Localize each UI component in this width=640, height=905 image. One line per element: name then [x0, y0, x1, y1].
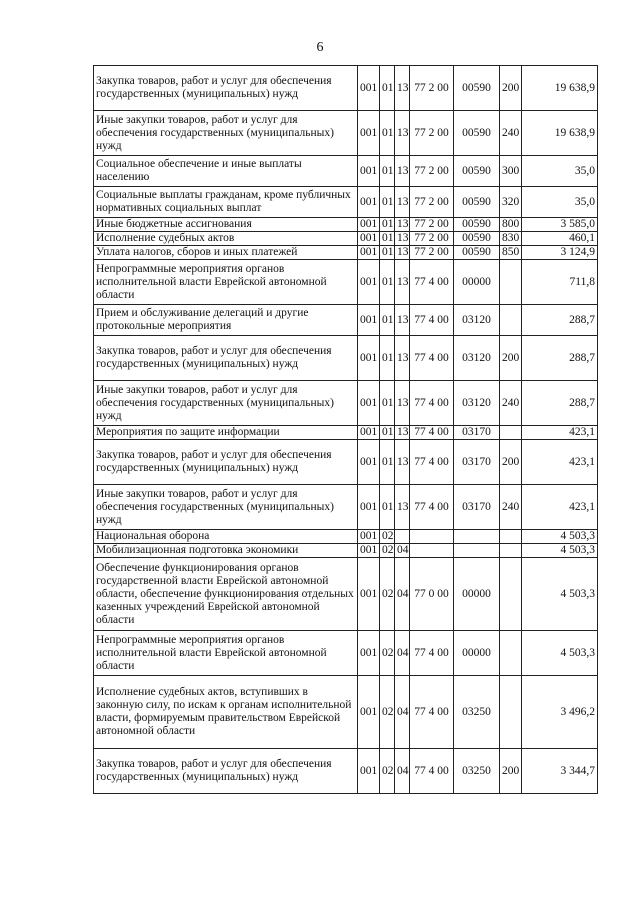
table-row	[94, 676, 598, 749]
amount: 460,1	[522, 232, 598, 246]
code-subsection: 13	[395, 232, 410, 246]
table-row	[94, 381, 598, 426]
code-expense-type: 200	[500, 749, 522, 794]
code-section: 01	[380, 336, 395, 381]
table-row	[94, 530, 598, 544]
code-section: 01	[380, 440, 395, 485]
table-row	[94, 187, 598, 218]
code-subsection: 13	[395, 485, 410, 530]
budget-table	[93, 65, 598, 794]
code-program: 77 2 00	[410, 187, 454, 218]
code-admin: 001	[358, 676, 380, 749]
code-direction: 00590	[454, 156, 500, 187]
code-expense-type	[500, 530, 522, 544]
code-direction: 00000	[454, 631, 500, 676]
code-section: 01	[380, 260, 395, 305]
code-admin: 001	[358, 336, 380, 381]
code-admin: 001	[358, 156, 380, 187]
row-name: Непрограммные мероприятия органов исполнительной власти Еврейской автономной области	[94, 631, 358, 676]
code-admin: 001	[358, 440, 380, 485]
code-section: 01	[380, 305, 395, 336]
code-section: 01	[380, 246, 395, 260]
amount: 288,7	[522, 336, 598, 381]
code-direction: 03170	[454, 440, 500, 485]
code-subsection: 13	[395, 336, 410, 381]
code-expense-type: 320	[500, 187, 522, 218]
row-name: Иные закупки товаров, работ и услуг для обеспечения государственных (муниципальных) нужд	[94, 485, 358, 530]
table-row	[94, 485, 598, 530]
code-program: 77 4 00	[410, 676, 454, 749]
amount: 35,0	[522, 187, 598, 218]
code-admin: 001	[358, 305, 380, 336]
code-direction: 03170	[454, 426, 500, 440]
row-name: Обеспечение функционирования органов государственной власти Еврейской автономной области, обеспечение функционирования отдельных казенных учреждений Еврейской автономной области	[94, 558, 358, 631]
row-name: Социальные выплаты гражданам, кроме публичных нормативных социальных выплат	[94, 187, 358, 218]
table-row	[94, 440, 598, 485]
amount: 423,1	[522, 426, 598, 440]
code-expense-type	[500, 558, 522, 631]
amount: 4 503,3	[522, 544, 598, 558]
code-program: 77 2 00	[410, 246, 454, 260]
code-program: 77 2 00	[410, 66, 454, 111]
code-section: 02	[380, 631, 395, 676]
code-subsection: 13	[395, 66, 410, 111]
code-direction: 03120	[454, 336, 500, 381]
code-program: 77 4 00	[410, 631, 454, 676]
code-program: 77 2 00	[410, 156, 454, 187]
table-row	[94, 749, 598, 794]
code-direction: 00590	[454, 66, 500, 111]
code-expense-type: 830	[500, 232, 522, 246]
code-subsection: 13	[395, 156, 410, 187]
code-program: 77 4 00	[410, 749, 454, 794]
code-admin: 001	[358, 111, 380, 156]
code-expense-type: 240	[500, 111, 522, 156]
code-direction: 00590	[454, 246, 500, 260]
code-admin: 001	[358, 558, 380, 631]
code-direction: 03120	[454, 305, 500, 336]
code-direction: 00590	[454, 187, 500, 218]
code-program: 77 4 00	[410, 260, 454, 305]
code-program: 77 4 00	[410, 426, 454, 440]
code-program: 77 4 00	[410, 440, 454, 485]
code-expense-type: 300	[500, 156, 522, 187]
code-subsection	[395, 530, 410, 544]
row-name: Иные бюджетные ассигнования	[94, 218, 358, 232]
table-row	[94, 218, 598, 232]
code-program: 77 4 00	[410, 336, 454, 381]
table-row	[94, 111, 598, 156]
code-expense-type	[500, 631, 522, 676]
code-expense-type: 800	[500, 218, 522, 232]
code-subsection: 13	[395, 187, 410, 218]
amount: 288,7	[522, 381, 598, 426]
code-admin: 001	[358, 246, 380, 260]
code-program: 77 4 00	[410, 305, 454, 336]
row-name: Закупка товаров, работ и услуг для обеспечения государственных (муниципальных) нужд	[94, 749, 358, 794]
code-subsection: 04	[395, 631, 410, 676]
code-direction: 03250	[454, 749, 500, 794]
row-name: Мобилизационная подготовка экономики	[94, 544, 358, 558]
code-direction: 00000	[454, 558, 500, 631]
amount: 423,1	[522, 485, 598, 530]
amount: 3 344,7	[522, 749, 598, 794]
amount: 35,0	[522, 156, 598, 187]
code-section: 02	[380, 676, 395, 749]
code-section: 01	[380, 66, 395, 111]
code-admin: 001	[358, 232, 380, 246]
code-section: 01	[380, 381, 395, 426]
code-admin: 001	[358, 66, 380, 111]
code-direction: 00590	[454, 111, 500, 156]
row-name: Исполнение судебных актов, вступивших в законную силу, по искам к органам исполнительной власти, формируемым правительством Еврейской автономной области	[94, 676, 358, 749]
code-program	[410, 544, 454, 558]
table-row	[94, 156, 598, 187]
code-subsection: 13	[395, 218, 410, 232]
amount: 19 638,9	[522, 111, 598, 156]
code-expense-type	[500, 426, 522, 440]
row-name: Мероприятия по защите информации	[94, 426, 358, 440]
code-direction: 00000	[454, 260, 500, 305]
amount: 4 503,3	[522, 530, 598, 544]
row-name: Социальное обеспечение и иные выплаты населению	[94, 156, 358, 187]
code-subsection: 04	[395, 749, 410, 794]
row-name: Прием и обслуживание делегаций и другие протокольные мероприятия	[94, 305, 358, 336]
code-direction: 00590	[454, 232, 500, 246]
row-name: Уплата налогов, сборов и иных платежей	[94, 246, 358, 260]
code-program: 77 4 00	[410, 381, 454, 426]
code-direction: 03120	[454, 381, 500, 426]
code-section: 01	[380, 426, 395, 440]
amount: 711,8	[522, 260, 598, 305]
code-section: 01	[380, 187, 395, 218]
code-admin: 001	[358, 381, 380, 426]
code-expense-type: 850	[500, 246, 522, 260]
table-row	[94, 246, 598, 260]
table-row	[94, 260, 598, 305]
code-program: 77 2 00	[410, 111, 454, 156]
code-section: 01	[380, 485, 395, 530]
code-subsection: 13	[395, 305, 410, 336]
code-subsection: 13	[395, 381, 410, 426]
code-admin: 001	[358, 631, 380, 676]
code-admin: 001	[358, 260, 380, 305]
code-expense-type	[500, 676, 522, 749]
code-section: 01	[380, 156, 395, 187]
table-row	[94, 66, 598, 111]
amount: 19 638,9	[522, 66, 598, 111]
table-row	[94, 544, 598, 558]
code-expense-type	[500, 544, 522, 558]
code-section: 01	[380, 111, 395, 156]
table-row	[94, 558, 598, 631]
code-section: 02	[380, 558, 395, 631]
amount: 4 503,3	[522, 631, 598, 676]
code-admin: 001	[358, 218, 380, 232]
code-direction: 03250	[454, 676, 500, 749]
code-subsection: 04	[395, 558, 410, 631]
code-expense-type	[500, 260, 522, 305]
row-name: Иные закупки товаров, работ и услуг для обеспечения государственных (муниципальных) нужд	[94, 381, 358, 426]
page-number: 6	[316, 40, 324, 55]
code-section: 02	[380, 530, 395, 544]
code-direction	[454, 544, 500, 558]
table-row	[94, 336, 598, 381]
row-name: Непрограммные мероприятия органов исполнительной власти Еврейской автономной области	[94, 260, 358, 305]
code-subsection: 04	[395, 676, 410, 749]
code-subsection: 13	[395, 246, 410, 260]
code-program: 77 0 00	[410, 558, 454, 631]
code-section: 01	[380, 218, 395, 232]
row-name: Закупка товаров, работ и услуг для обеспечения государственных (муниципальных) нужд	[94, 336, 358, 381]
amount: 3 585,0	[522, 218, 598, 232]
amount: 288,7	[522, 305, 598, 336]
code-expense-type	[500, 305, 522, 336]
code-expense-type: 200	[500, 66, 522, 111]
table-row	[94, 426, 598, 440]
code-direction	[454, 530, 500, 544]
code-section: 02	[380, 749, 395, 794]
code-program: 77 4 00	[410, 485, 454, 530]
amount: 3 496,2	[522, 676, 598, 749]
code-section: 02	[380, 544, 395, 558]
code-program	[410, 530, 454, 544]
code-admin: 001	[358, 544, 380, 558]
row-name: Закупка товаров, работ и услуг для обеспечения государственных (муниципальных) нужд	[94, 66, 358, 111]
code-expense-type: 240	[500, 381, 522, 426]
code-expense-type: 240	[500, 485, 522, 530]
row-name: Национальная оборона	[94, 530, 358, 544]
row-name: Закупка товаров, работ и услуг для обеспечения государственных (муниципальных) нужд	[94, 440, 358, 485]
code-direction: 03170	[454, 485, 500, 530]
amount: 423,1	[522, 440, 598, 485]
amount: 4 503,3	[522, 558, 598, 631]
code-subsection: 13	[395, 260, 410, 305]
code-program: 77 2 00	[410, 218, 454, 232]
code-subsection: 13	[395, 440, 410, 485]
code-section: 01	[380, 232, 395, 246]
row-name: Иные закупки товаров, работ и услуг для обеспечения государственных (муниципальных) нужд	[94, 111, 358, 156]
code-subsection: 04	[395, 544, 410, 558]
table-row	[94, 305, 598, 336]
code-subsection: 13	[395, 426, 410, 440]
table-row	[94, 631, 598, 676]
code-admin: 001	[358, 530, 380, 544]
code-expense-type: 200	[500, 440, 522, 485]
table-row	[94, 232, 598, 246]
row-name: Исполнение судебных актов	[94, 232, 358, 246]
code-direction: 00590	[454, 218, 500, 232]
code-expense-type: 200	[500, 336, 522, 381]
table-body	[94, 66, 598, 794]
code-admin: 001	[358, 749, 380, 794]
code-program: 77 2 00	[410, 232, 454, 246]
code-subsection: 13	[395, 111, 410, 156]
amount: 3 124,9	[522, 246, 598, 260]
code-admin: 001	[358, 187, 380, 218]
code-admin: 001	[358, 485, 380, 530]
code-admin: 001	[358, 426, 380, 440]
